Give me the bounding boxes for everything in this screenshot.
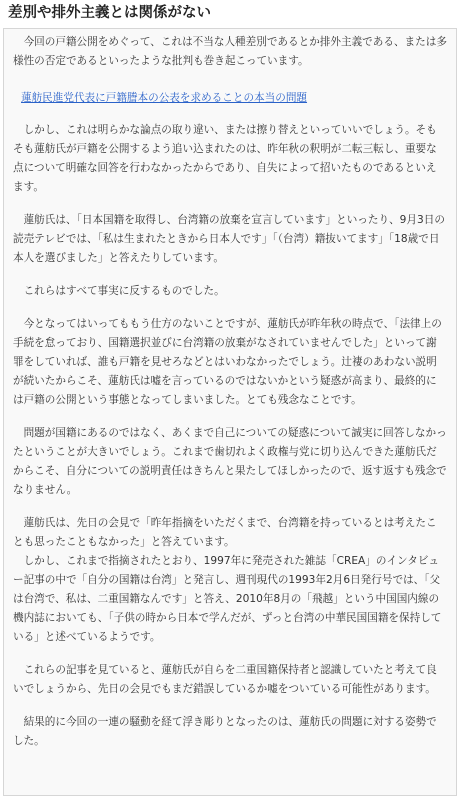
paragraph-9: これらの記事を見ていると、蓮舫氏が自らを二重国籍保持者と認識していたと考えて良いでしょうから、先日の会見でもまだ錯誤しているか嘘をついている可能性があります。 [13, 664, 437, 695]
article-body [3, 28, 457, 796]
paragraph-6: 問題が国籍にあるのではなく、あくまで自己についての疑惑について誠実に回答しなかったということが大きいでしょう。これまで歯切れよく政権与党に切り込んできた蓮舫氏だからこそ、自分についての説明責任はきちんと果たしてほしかったので、返す返すも残念でなりません。 [13, 427, 447, 496]
paragraph-5: 今となってはいってももう仕方のないことですが、蓮舫氏が昨年秋の時点で、「法律上の手続を怠っており、国籍選択並びに台湾籍の放棄がなされていませんでした」といって謝罪をしていれば、誰も戸籍を見せろなどとはいわなかったでしょう。辻褄のあわない説明が続いたからこそ、蓮舫氏は嘘を言っているのではないかという疑惑が高まり、最終的には戸籍の公開という事態となってしまいました。とても残念なことです。 [13, 318, 442, 406]
paragraph-1: 今回の戸籍公開をめぐって、これは不当な人種差別であるとか排外主義である、または多様性の否定であるといったような批判も巻き起こっています。 [13, 36, 447, 67]
section-heading: 差別や排外主義とは関係がない [8, 5, 211, 21]
paragraph-3: 蓮舫氏は、「日本国籍を取得し、台湾籍の放棄を宣言しています」といったり、9月3日の読売テレビでは、「私は生まれたときから日本人です」「（台湾）籍抜いてます」「18歳で日本人を選びました」と答えたりしています。 [13, 214, 445, 264]
related-article-link[interactable]: 蓮舫民進党代表に戸籍謄本の公表を求めることの本当の問題 [21, 92, 308, 104]
paragraph-2: しかし、これは明らかな論点の取り違い、または擦り替えといっていいでしょう。そもそも蓮舫氏が戸籍を公開するよう追い込まれたのは、昨年秋の釈明が二転三転し、重要な点について明確な回答を行わなかったからであり、自失によって招いたものであるといえます。 [13, 124, 437, 193]
paragraph-10: 結果的に今回の一連の騒動を経て浮き彫りとなったのは、蓮舫氏の問題に対する姿勢でした。 [13, 716, 437, 747]
paragraph-4: これらはすべて事実に反するものでした。 [23, 285, 225, 297]
paragraph-7: 蓮舫氏は、先日の会見で「昨年指摘をいただくまで、台湾籍を持っているとは考えたことも思ったこともなかった」と答えています。 [13, 517, 437, 548]
paragraph-8: しかし、これまで指摘されたとおり、1997年に発売された雑誌「CREA」のインタビュー記事の中で「自分の国籍は台湾」と発言し、週刊現代の1993年2月6日発行号では、「父は台湾で、私は、二重国籍なんです」と答え、2010年8月の「飛越」という中国国内線の機内誌においても、「子供の時から日本で学んだが、ずっと台湾の中華民国国籍を保持している」と述べているようです。 [13, 555, 442, 643]
